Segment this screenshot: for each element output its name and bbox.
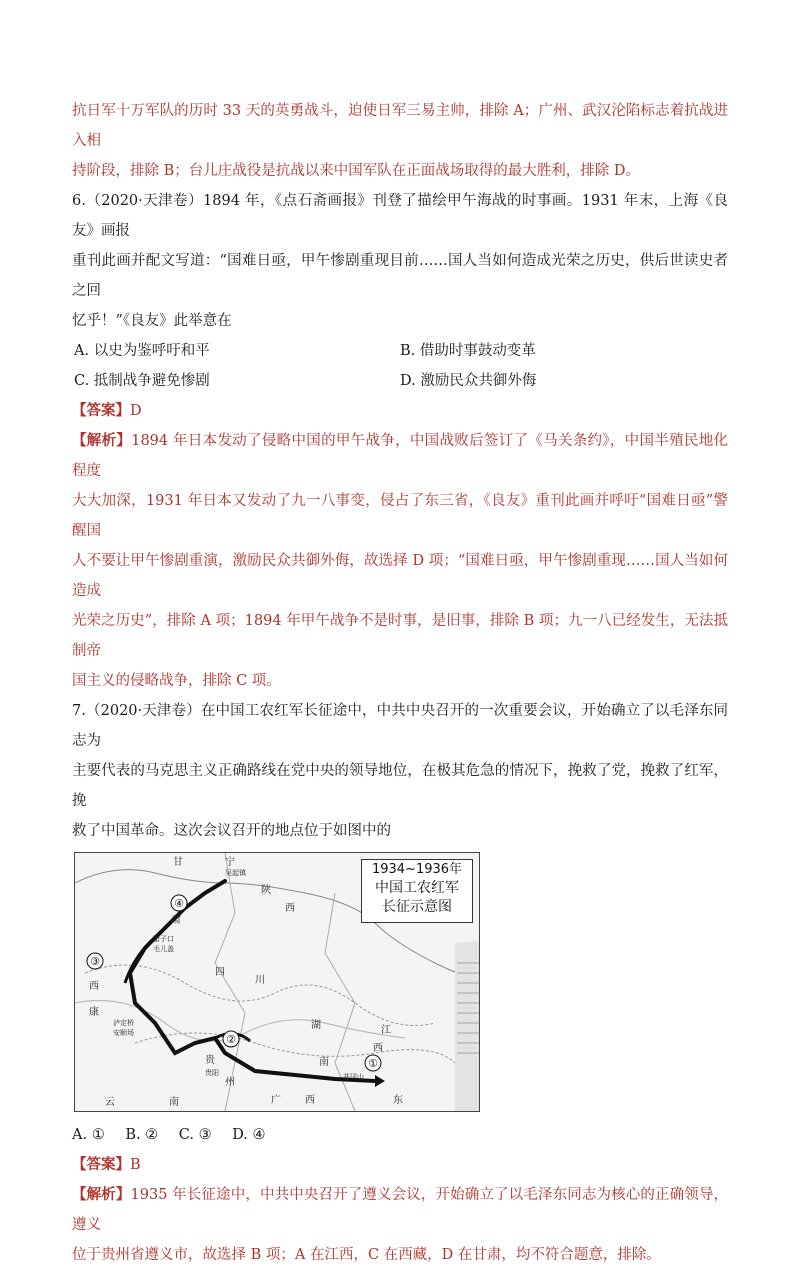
q7-answer-tag: 【答案】 — [72, 1156, 130, 1173]
q6-analysis-line-3: 人不要让甲午惨剧重演，激励民众共御外侮，故选择 D 项；“国难日亟，甲午惨剧重现……国人当如何造成 — [72, 553, 728, 599]
label-zhou: 州 — [225, 1077, 235, 1088]
marker-4: ④ — [174, 897, 184, 910]
q6-option-a: A. 以史为鉴呼吁和平 — [74, 343, 210, 359]
q6-stem-1: 6.（2020·天津卷）1894 年，《点石斋画报》刊登了描绘甲午海战的时事画。1931 年末，上海《良友》画报 — [72, 193, 728, 239]
q6-analysis-line-2: 大大加深，1931 年日本又发动了九一八事变，侵占了东三省，《良友》重刊此画并呼吁“国难日亟”警醒国 — [72, 493, 728, 539]
label-ning: 宁 — [225, 857, 235, 868]
marker-3: ③ — [90, 955, 100, 968]
q7-choice-a: A. ① — [72, 1127, 105, 1143]
q7-analysis-line-1 — [72, 1180, 728, 1240]
label-su: 肃 — [171, 915, 181, 926]
document-page — [72, 96, 728, 1270]
label-guang: 广 — [271, 1095, 281, 1106]
q6-stem-3: 忆乎！”《良友》此举意在 — [72, 313, 232, 329]
label-gan: 甘 — [173, 857, 183, 868]
label-xi4: 西 — [373, 1043, 383, 1054]
intro-line-1: 抗日军十万军队的历时 33 天的英勇战斗，迫使日军三易主帅，排除 A；广州、武汉沦陷标志着抗战进入相 — [72, 103, 728, 149]
label-yun: 云 — [105, 1097, 115, 1108]
label-anshun: 安顺场 — [113, 1029, 134, 1037]
q7-answer — [72, 1150, 728, 1180]
label-chuan: 川 — [255, 975, 265, 986]
map-title-line-2: 中国工农红军 — [375, 880, 459, 896]
q6-analysis-line-5: 国主义的侵略战争，排除 C 项。 — [72, 673, 281, 689]
label-jinggang: 井冈山 — [343, 1073, 364, 1081]
label-nan2: 南 — [319, 1057, 329, 1068]
label-lazikou: 腊子口 — [153, 935, 174, 943]
q6-option-c: C. 抵制战争避免惨剧 — [74, 373, 210, 389]
marker-1: ① — [368, 1057, 378, 1070]
label-si: 四 — [215, 967, 225, 978]
q7-analysis-text-1: 1935 年长征途中，中共中央召开了遵义会议，开始确立了以毛泽东同志为核心的正确领导，遵义 — [72, 1187, 729, 1233]
label-guiyang: 贵阳 — [205, 1069, 219, 1077]
map-title — [361, 859, 473, 923]
map-title-line-3: 长征示意图 — [382, 899, 452, 915]
label-xi3: 西 — [305, 1095, 315, 1106]
q7-analysis-tag: 【解析】 — [72, 1186, 131, 1203]
q7-analysis-line-2: 位于贵州省遵义市，故选择 B 项；A 在江西，C 在西藏，D 在甘肃，均不符合题意，排除。 — [72, 1247, 661, 1263]
label-xi1: 西 — [285, 903, 295, 914]
label-gui: 贵 — [205, 1055, 215, 1066]
label-hu: 湖 — [311, 1020, 321, 1031]
q6-option-d: D. 激励民众共御外侮 — [400, 373, 537, 389]
label-songpan: 毛儿盖 — [153, 945, 174, 953]
q6-option-b: B. 借助时事鼓动变革 — [400, 343, 536, 359]
label-xi2: 西 — [89, 981, 99, 992]
q6-analysis-tag: 【解析】 — [72, 432, 132, 449]
marker-2: ② — [226, 1033, 236, 1046]
intro-line-2: 持阶段，排除 B；台儿庄战役是抗战以来中国军队在正面战场取得的最大胜利，排除 D。 — [72, 163, 640, 179]
q7-choice-d: D. ④ — [232, 1127, 266, 1143]
label-shan: 陕 — [261, 885, 271, 896]
q7-choices — [72, 1120, 728, 1150]
q6-answer — [72, 396, 728, 426]
q7-choice-c: C. ③ — [178, 1127, 212, 1143]
q6-stem-2: 重刊此画并配文写道：“国难日亟，甲午惨剧重现目前……国人当如何造成光荣之历史，供后世读史者之回 — [72, 253, 728, 299]
label-kang: 康 — [89, 1007, 99, 1018]
q7-answer-value: B — [130, 1157, 141, 1173]
q7-stem-3: 救了中国革命。这次会议召开的地点位于如图中的 — [72, 823, 391, 839]
long-march-map — [74, 852, 480, 1112]
q6-options — [72, 336, 728, 396]
q7-choice-b: B. ② — [125, 1127, 159, 1143]
label-jiang: 江 — [381, 1025, 391, 1036]
label-wuqi: 吴起镇 — [225, 869, 246, 877]
q6-analysis-line-4: 光荣之历史”，排除 A 项；1894 年甲午战争不是时事，是旧事，排除 B 项；九一八已经发生，无法抵制帝 — [72, 613, 728, 659]
q7-stem-2: 主要代表的马克思主义正确路线在党中央的领导地位，在极其危急的情况下，挽救了党，挽救了红军，挽 — [72, 763, 728, 809]
label-dong: 东 — [393, 1095, 403, 1106]
q6-answer-value: D — [130, 403, 142, 419]
q6-analysis-line-1 — [72, 426, 728, 486]
q6-answer-tag: 【答案】 — [72, 402, 130, 419]
map-title-line-1: 1934~1936年 — [371, 862, 463, 877]
q6-analysis-text-1: 1894 年日本发动了侵略中国的甲午战争，中国战败后签订了《马关条约》，中国半殖民地化程度 — [72, 433, 728, 479]
q7-stem-1: 7.（2020·天津卷）在中国工农红军长征途中，中共中央召开的一次重要会议，开始确立了以毛泽东同志为 — [72, 703, 728, 749]
label-luding: 泸定桥 — [113, 1019, 134, 1027]
label-nan1: 南 — [169, 1097, 179, 1108]
